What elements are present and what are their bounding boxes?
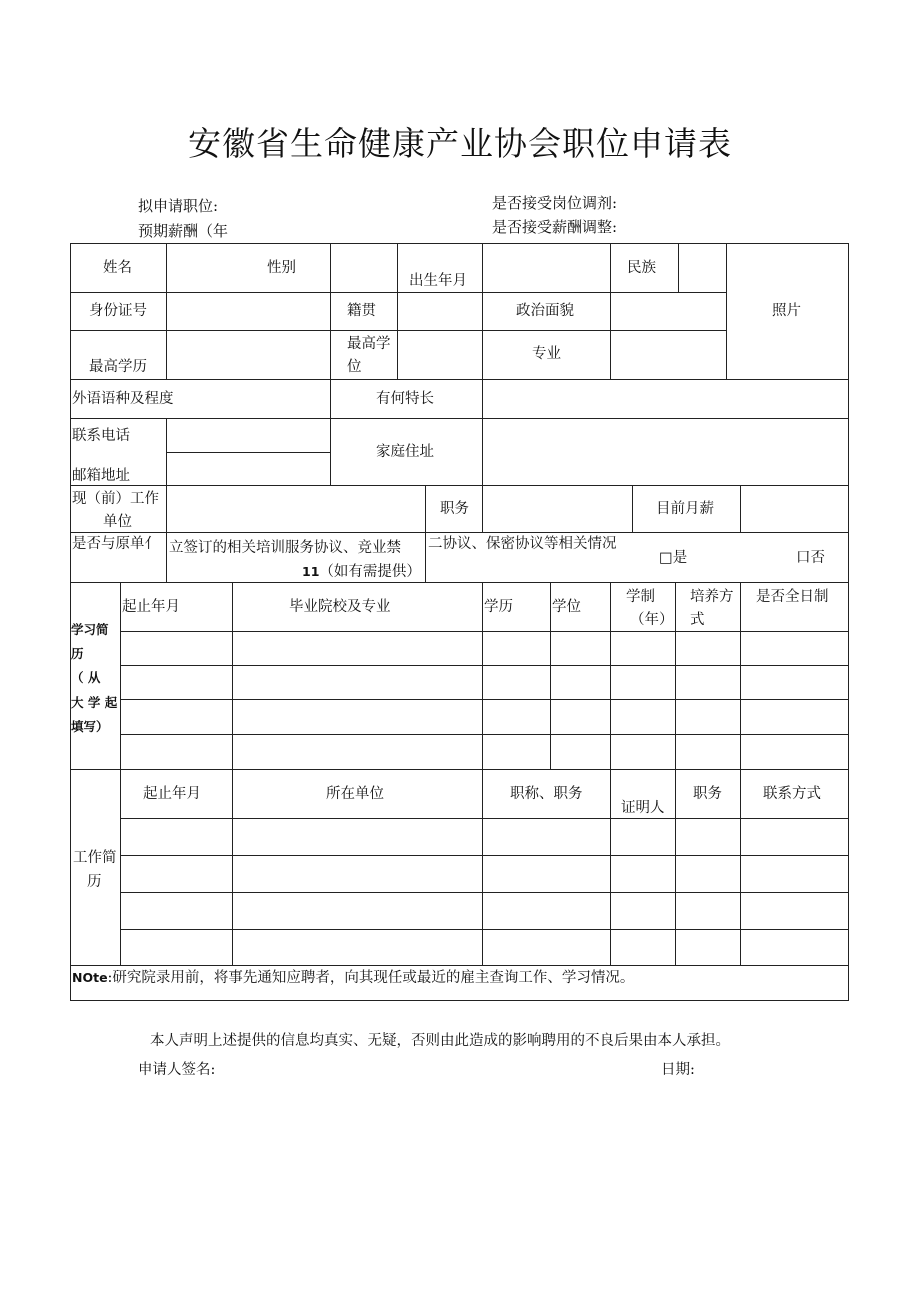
degree-label-line1: 最高学 (347, 336, 391, 352)
major-label: 专业 (532, 346, 561, 362)
work-title-header: 职称、职务 (510, 786, 583, 802)
form-grid (70, 243, 849, 1001)
edu-fulltime-header: 是否全日制 (756, 589, 829, 605)
education-side-label-2: 历 (71, 646, 84, 661)
work-period-header: 起止年月 (143, 786, 201, 802)
education-side-label-1: 学习简 (71, 622, 109, 637)
education-level-label: 最高学历 (89, 359, 147, 375)
edu-mode-header-line2: 式 (690, 612, 705, 628)
position-label: 拟申请职位: (138, 197, 219, 215)
agreement-note-text: （如有需提供） (319, 564, 421, 580)
education-side-label-5: 填写） (71, 719, 109, 734)
language-label: 外语语种及程度 (72, 391, 174, 407)
declaration-text: 本人声明上述提供的信息均真实、无疑，否则由此造成的影响聘用的不良后果由本人承担。 (150, 1033, 730, 1049)
job-title-label: 职务 (440, 501, 469, 517)
native-place-label: 籍贯 (347, 303, 376, 319)
birth-label: 出生年月 (409, 273, 467, 289)
id-number-label: 身份证号 (89, 303, 147, 319)
form-title: 安徽省生命健康产业协会职位申请表 (188, 124, 732, 163)
edu-degree2-header: 学位 (552, 599, 581, 615)
salary-label: 预期薪酬（年 (138, 222, 229, 240)
edu-length-header-line1: 学制 (626, 589, 655, 605)
work-contact-header: 联系方式 (763, 786, 821, 802)
agreement-text-2: 立签订的相关培训服务协议、竞业禁 (169, 540, 401, 556)
education-side-label-3: （ 从 (71, 670, 101, 685)
note-label: NOte (72, 970, 108, 985)
photo-label: 照片 (772, 303, 801, 319)
home-address-label: 家庭住址 (376, 444, 434, 460)
agreement-text-3: 二协议、保密协议等相关情况 (428, 536, 617, 552)
edu-degree-header: 学历 (484, 599, 513, 615)
name-label: 姓名 (103, 260, 132, 276)
salary-adjust-label: 是否接受薪酬调整: (492, 218, 618, 236)
edu-length-header-line2: （年） (630, 612, 674, 628)
agreement-yes-checkbox[interactable]: □是 (659, 550, 688, 566)
agreement-text-1: 是否与原单亻 (72, 536, 159, 552)
edu-mode-header-line1: 培养方 (690, 589, 734, 605)
edu-period-header: 起止年月 (122, 599, 180, 615)
specialty-label: 有何特长 (376, 391, 434, 407)
transfer-label: 是否接受岗位调剂: (492, 194, 618, 212)
agreement-no-checkbox[interactable]: 口否 (796, 550, 825, 566)
work-position-header: 职务 (693, 786, 722, 802)
date-label: 日期: (661, 1062, 695, 1078)
application-form (70, 243, 849, 1001)
political-status-label: 政治面貌 (516, 303, 574, 319)
degree-label-line2: 位 (347, 359, 362, 375)
ethnicity-label: 民族 (627, 260, 656, 276)
phone-label: 联系电话 (72, 428, 130, 444)
signature-label: 申请人签名: (138, 1062, 216, 1078)
work-unit-header: 所在单位 (326, 786, 384, 802)
note-row (72, 969, 634, 987)
work-side-label-1: 工作简 (73, 850, 117, 866)
gender-label: 性别 (267, 260, 296, 276)
edu-school-header: 毕业院校及专业 (289, 599, 391, 615)
work-side-label-2: 历 (87, 874, 102, 890)
email-label: 邮箱地址 (72, 468, 130, 484)
work-witness-header: 证明人 (621, 800, 665, 816)
current-salary-label: 目前月薪 (656, 501, 714, 517)
note-text: :研究院录用前，将事先通知应聘者，向其现任或最近的雇主查询工作、学习情况。 (107, 970, 635, 986)
current-unit-label-line1: 现（前）工作 (72, 491, 159, 507)
education-side-label-4: 大 学 起 (71, 695, 118, 710)
current-unit-label-line2: 单位 (103, 514, 132, 530)
agreement-note (302, 563, 421, 581)
agreement-note-number: 11 (302, 564, 320, 579)
